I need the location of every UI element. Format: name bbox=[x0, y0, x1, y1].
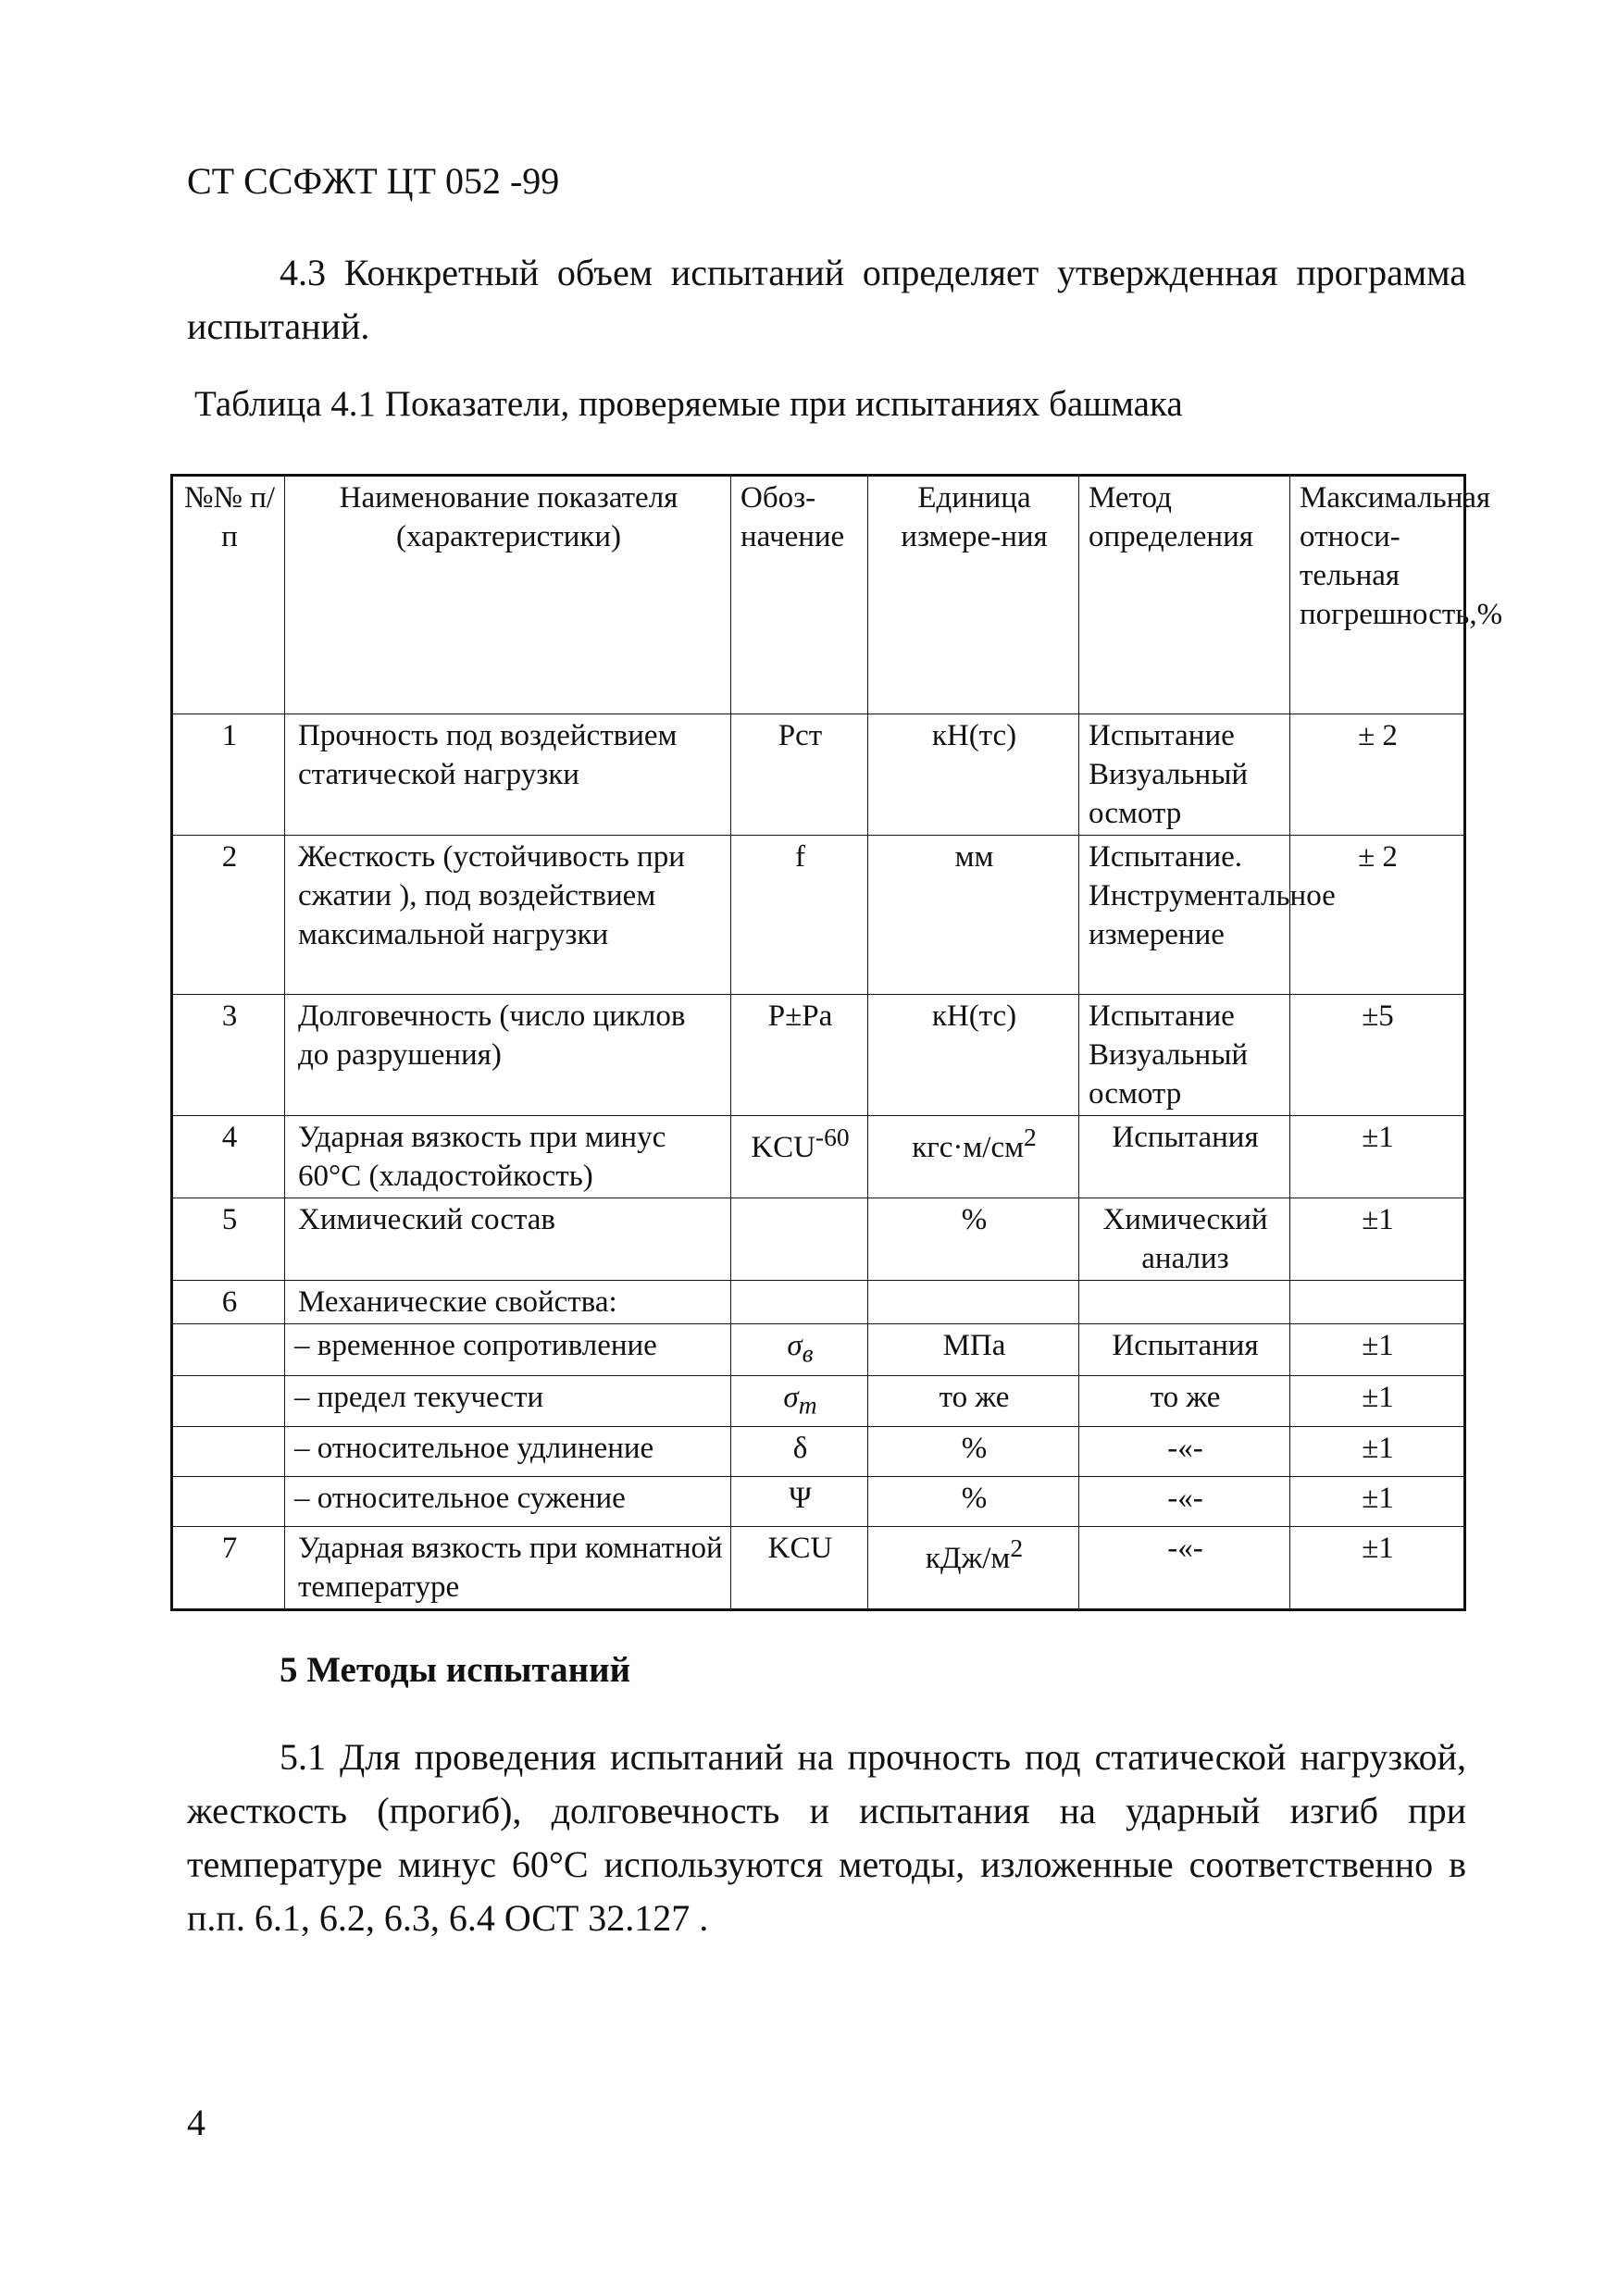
cell-unit: кН(тс) bbox=[868, 995, 1079, 1116]
cell-error: ±1 bbox=[1290, 1527, 1465, 1610]
cell-unit bbox=[868, 1281, 1079, 1324]
symbol-text: σ bbox=[787, 1329, 803, 1362]
cell-unit: кН(тс) bbox=[868, 714, 1079, 836]
cell-unit: % bbox=[868, 1198, 1079, 1281]
unit-text: кДж/м bbox=[925, 1542, 1011, 1576]
cell-symbol bbox=[731, 1116, 868, 1198]
section-5-heading: 5 Методы испытаний bbox=[280, 1650, 631, 1690]
cell-method: Испытание Визуальный осмотр bbox=[1079, 995, 1290, 1116]
unit-text: кгс·м/см bbox=[912, 1131, 1025, 1164]
symbol-text: KCU bbox=[751, 1131, 815, 1164]
table-row bbox=[172, 1198, 1465, 1281]
cell-error: ± 2 bbox=[1290, 714, 1465, 836]
cell-number: 6 bbox=[172, 1281, 285, 1324]
header-cell-symbol: Обоз-начение bbox=[731, 476, 868, 714]
cell-unit: то же bbox=[868, 1375, 1079, 1427]
cell-name: – временное сопротивление bbox=[285, 1324, 731, 1376]
cell-name: – относительное удлинение bbox=[285, 1427, 731, 1477]
cell-number: 4 bbox=[172, 1116, 285, 1198]
table-row bbox=[172, 714, 1465, 836]
cell-name: Прочность под воздействием статической нагрузки bbox=[285, 714, 731, 836]
cell-method: Испытания bbox=[1079, 1116, 1290, 1198]
header-cell-number: №№ п/п bbox=[172, 476, 285, 714]
table-header-row bbox=[172, 476, 1465, 714]
header-cell-error: Максимальная относи-тельная погрешность,% bbox=[1290, 476, 1465, 714]
header-cell-method: Метод определения bbox=[1079, 476, 1290, 714]
cell-symbol: Р±Ра bbox=[731, 995, 868, 1116]
cell-method: Испытания bbox=[1079, 1324, 1290, 1376]
cell-error: ±1 bbox=[1290, 1116, 1465, 1198]
cell-symbol: Рст bbox=[731, 714, 868, 836]
table-row bbox=[172, 1116, 1465, 1198]
cell-number: 3 bbox=[172, 995, 285, 1116]
cell-number bbox=[172, 1427, 285, 1477]
table-row bbox=[172, 995, 1465, 1116]
cell-error bbox=[1290, 1281, 1465, 1324]
cell-method: -«- bbox=[1079, 1477, 1290, 1527]
table-row bbox=[172, 836, 1465, 995]
cell-method: -«- bbox=[1079, 1527, 1290, 1610]
cell-error: ±1 bbox=[1290, 1198, 1465, 1281]
cell-unit bbox=[868, 1527, 1079, 1610]
table-row bbox=[172, 1427, 1465, 1477]
cell-unit: % bbox=[868, 1427, 1079, 1477]
symbol-subscript: в bbox=[802, 1338, 814, 1368]
paragraph-4-3: 4.3 Конкретный объем испытаний определяет утвержденная программа испытаний. bbox=[187, 252, 1466, 347]
header-cell-name: Наименование показателя (характеристики) bbox=[285, 476, 731, 714]
cell-name: – предел текучести bbox=[285, 1375, 731, 1427]
table-row bbox=[172, 1281, 1465, 1324]
cell-name: Ударная вязкость при комнатной температуре bbox=[285, 1527, 731, 1610]
symbol-superscript: -60 bbox=[815, 1123, 850, 1151]
cell-error: ±1 bbox=[1290, 1324, 1465, 1376]
cell-method: -«- bbox=[1079, 1427, 1290, 1477]
cell-unit bbox=[868, 1116, 1079, 1198]
cell-number: 1 bbox=[172, 714, 285, 836]
cell-name: Химический состав bbox=[285, 1198, 731, 1281]
cell-symbol: f bbox=[731, 836, 868, 995]
cell-error: ±1 bbox=[1290, 1477, 1465, 1527]
cell-name: Механические свойства: bbox=[285, 1281, 731, 1324]
cell-unit: мм bbox=[868, 836, 1079, 995]
document-code: СТ ССФЖТ ЦТ 052 -99 bbox=[187, 160, 560, 202]
paragraph-5-1: 5.1 Для проведения испытаний на прочность под статической нагрузкой, жесткость (прогиб), долговечность и испытания на ударный изгиб при температуре минус 60°С используются методы, изложенные соответственно в п.п. 6.1, 6.2, 6.3, 6.4 ОСТ 32.127 . bbox=[187, 1736, 1466, 1939]
symbol-text: σ bbox=[783, 1380, 799, 1414]
symbol-subscript: т bbox=[798, 1390, 817, 1420]
cell-error: ±1 bbox=[1290, 1375, 1465, 1427]
cell-method bbox=[1079, 1281, 1290, 1324]
cell-number: 5 bbox=[172, 1198, 285, 1281]
cell-number: 2 bbox=[172, 836, 285, 995]
cell-name: – относительное сужение bbox=[285, 1477, 731, 1527]
cell-unit: МПа bbox=[868, 1324, 1079, 1376]
cell-symbol: δ bbox=[731, 1427, 868, 1477]
indicators-table bbox=[170, 474, 1503, 1611]
cell-symbol bbox=[731, 1198, 868, 1281]
header-cell-unit: Единица измере-ния bbox=[868, 476, 1079, 714]
table-row bbox=[172, 1527, 1465, 1610]
cell-error: ±5 bbox=[1290, 995, 1465, 1116]
table-row bbox=[172, 1477, 1465, 1527]
cell-name: Жесткость (устойчивость при сжатии ), под воздействием максимальной нагрузки bbox=[285, 836, 731, 995]
table-row bbox=[172, 1375, 1465, 1427]
unit-superscript: 2 bbox=[1010, 1533, 1024, 1563]
cell-symbol: KCU bbox=[731, 1527, 868, 1610]
page-number: 4 bbox=[187, 2102, 205, 2143]
cell-method: Химический анализ bbox=[1079, 1198, 1290, 1281]
cell-unit: % bbox=[868, 1477, 1079, 1527]
cell-symbol bbox=[731, 1281, 868, 1324]
cell-symbol: Ψ bbox=[731, 1477, 868, 1527]
cell-method: Испытание Визуальный осмотр bbox=[1079, 714, 1290, 836]
table-row bbox=[172, 1324, 1465, 1376]
cell-name: Ударная вязкость при минус 60°С (хладостойкость) bbox=[285, 1116, 731, 1198]
cell-number bbox=[172, 1375, 285, 1427]
table-caption: Таблица 4.1 Показатели, проверяемые при испытаниях башмака bbox=[194, 384, 1183, 424]
cell-method: то же bbox=[1079, 1375, 1290, 1427]
cell-name: Долговечность (число циклов до разрушения) bbox=[285, 995, 731, 1116]
cell-number bbox=[172, 1324, 285, 1376]
cell-method: Испытание. Инструментальное измерение bbox=[1079, 836, 1290, 995]
cell-error: ±1 bbox=[1290, 1427, 1465, 1477]
cell-number bbox=[172, 1477, 285, 1527]
cell-symbol bbox=[731, 1375, 868, 1427]
cell-error: ± 2 bbox=[1290, 836, 1465, 995]
unit-superscript: 2 bbox=[1024, 1123, 1037, 1151]
cell-number: 7 bbox=[172, 1527, 285, 1610]
cell-symbol bbox=[731, 1324, 868, 1376]
